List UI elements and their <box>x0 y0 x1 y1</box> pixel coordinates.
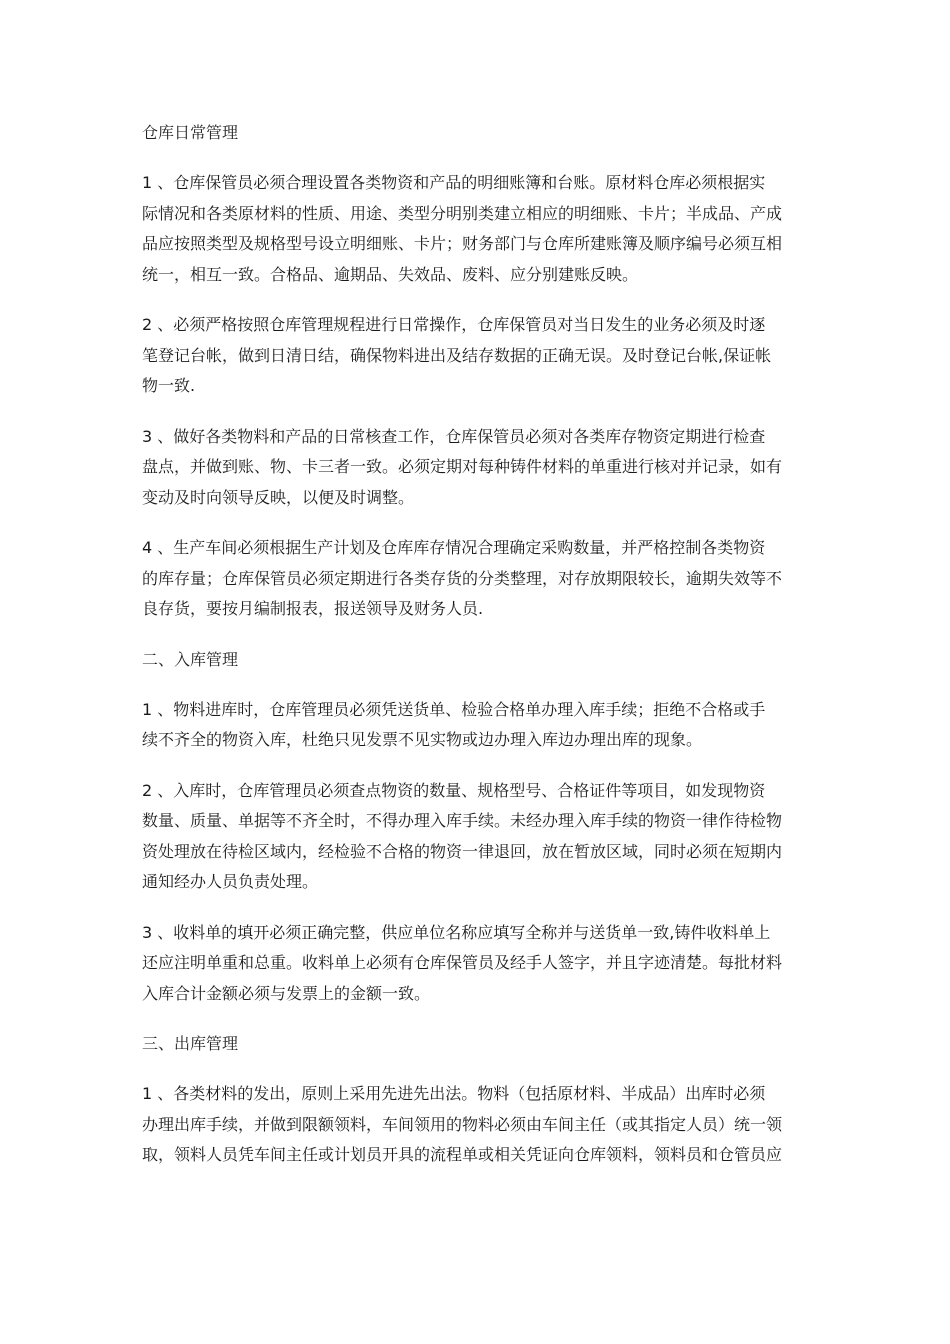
paragraph-line: 1 、物料进库时，仓库管理员必须凭送货单、检验合格单办理入库手续；拒绝不合格或手 <box>142 699 766 719</box>
paragraph-line: 笔登记台帐，做到日清日结，确保物料进出及结存数据的正确无误。及时登记台帐,保证帐 <box>142 345 772 365</box>
paragraph-line: 统一，相互一致。合格品、逾期品、失效品、废料、应分别建账反映。 <box>142 264 639 284</box>
paragraph <box>142 1079 814 1171</box>
paragraph-line: 还应注明单重和总重。收料单上必须有仓库保管员及经手人签字，并且字迹清楚。每批材料 <box>142 953 783 972</box>
paragraph-line: 资处理放在待检区域内，经检验不合格的物资一律退回，放在暂放区域，同时必须在短期内 <box>142 841 783 861</box>
paragraph-line: 2 、必须严格按照仓库管理规程进行日常操作，仓库保管员对当日发生的业务必须及时逐 <box>142 315 766 334</box>
paragraph <box>142 776 814 898</box>
paragraph-line: 物一致. <box>142 376 196 395</box>
paragraph-line: 取，领料人员凭车间主任或计划员开具的流程单或相关凭证向仓库领料，领料员和仓管员应 <box>142 1145 783 1164</box>
paragraph <box>142 918 814 1010</box>
paragraph-line: 的库存量；仓库保管员必须定期进行各类存货的分类整理，对存放期限较长，逾期失效等不 <box>142 568 783 588</box>
paragraph-line: 1 、仓库保管员必须合理设置各类物资和产品的明细账簿和台账。原材料仓库必须根据实 <box>142 173 766 192</box>
paragraph-line: 通知经办人员负责处理。 <box>142 872 319 891</box>
paragraph <box>142 310 814 402</box>
paragraph <box>142 695 814 756</box>
paragraph-line: 3 、做好各类物料和产品的日常核查工作，仓库保管员必须对各类库存物资定期进行检查 <box>142 426 766 446</box>
paragraph-line: 1 、各类材料的发出，原则上采用先进先出法。物料（包括原材料、半成品）出库时必须 <box>142 1084 766 1103</box>
paragraph <box>142 168 814 290</box>
paragraph-line: 续不齐全的物资入库，杜绝只见发票不见实物或边办理入库边办理出库的现象。 <box>142 730 703 749</box>
section-heading: 三、出库管理 <box>142 1034 239 1053</box>
section-heading: 仓库日常管理 <box>142 123 239 142</box>
paragraph-line: 3 、收料单的填开必须正确完整，供应单位名称应填写全称并与送货单一致,铸件收料单上 <box>142 922 771 942</box>
paragraph-line: 4 、生产车间必须根据生产计划及仓库库存情况合理确定采购数量，并严格控制各类物资 <box>142 538 766 557</box>
paragraph-line: 良存货，要按月编制报表，报送领导及财务人员. <box>142 599 484 618</box>
section-heading: 二、入库管理 <box>142 649 239 669</box>
paragraph-line: 品应按照类型及规格型号设立明细账、卡片；财务部门与仓库所建账簿及顺序编号必须互相 <box>142 234 783 253</box>
paragraph <box>142 422 814 514</box>
document-page <box>142 118 814 1191</box>
paragraph-line: 际情况和各类原材料的性质、用途、类型分明别类建立相应的明细账、卡片；半成品、产成 <box>142 203 783 223</box>
paragraph-line: 办理出库手续，并做到限额领料，车间领用的物料必须由车间主任（或其指定人员）统一领 <box>142 1114 783 1134</box>
paragraph-line: 数量、质量、单据等不齐全时，不得办理入库手续。未经办理入库手续的物资一律作待检物 <box>142 811 783 830</box>
paragraph <box>142 533 814 625</box>
paragraph-line: 变动及时向领导反映，以便及时调整。 <box>142 487 415 507</box>
paragraph-line: 盘点，并做到账、物、卡三者一致。必须定期对每种铸件材料的单重进行核对并记录，如有 <box>142 457 783 476</box>
paragraph-line: 入库合计金额必须与发票上的金额一致。 <box>142 983 431 1003</box>
paragraph-line: 2 、入库时，仓库管理员必须查点物资的数量、规格型号、合格证件等项目，如发现物资 <box>142 780 766 800</box>
